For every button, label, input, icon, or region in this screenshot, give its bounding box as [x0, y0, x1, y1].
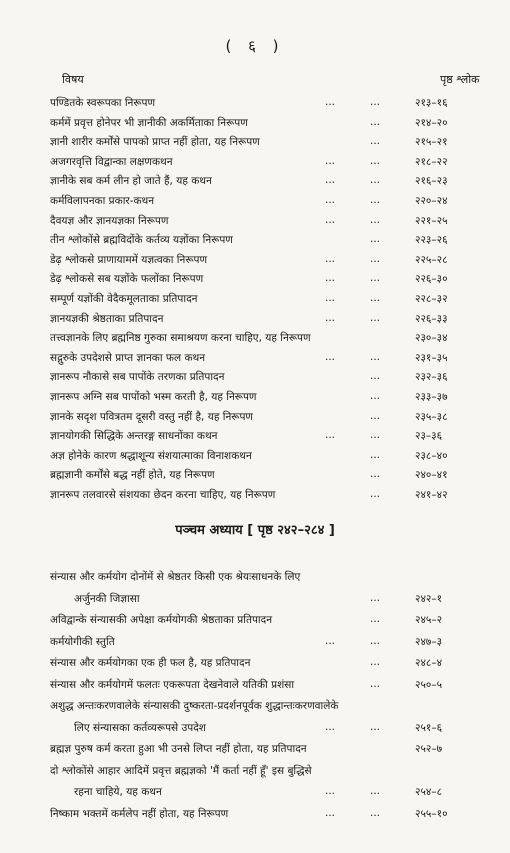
toc-row-number: २३०–३४ [415, 332, 448, 345]
toc-row-text: ज्ञानरूप तलवारसे संशयका छेदन करना चाहिए, यह निरूपण [50, 489, 276, 501]
toc-row [0, 410, 510, 428]
toc-row-number: २१६–२३ [415, 175, 448, 188]
toc-row-dots: ... [324, 213, 335, 226]
toc-row-dots: ... [369, 135, 380, 148]
toc-row-text: अज्ञ होनेके कारण श्रद्धाशून्य संशयात्माका विनाशकथन [50, 449, 252, 462]
toc-row-text: अर्जुनकी जिज्ञासा [74, 592, 140, 605]
toc-row [0, 449, 510, 467]
toc-row-text: डेढ़ श्लोकसे सब यज्ञोंके फलोंका निरूपण [50, 273, 204, 286]
toc-row-number: २५४–८ [415, 786, 443, 798]
toc-row [0, 635, 510, 653]
toc-row-number: २३८–४० [415, 449, 448, 462]
toc-row-text: ज्ञानरूप नौकासे सब पापोंके तरणका प्रतिपादन [50, 371, 225, 384]
toc-row-number: २२८–३२ [415, 293, 448, 305]
toc-row [0, 570, 510, 588]
toc-row-dots: ... [324, 429, 335, 442]
toc-row-number: २३१–३५ [415, 351, 448, 364]
toc-row-dots: ... [324, 252, 335, 265]
toc-row-text: डेढ़ श्लोकसे प्राणायाममें यज्ञत्वका निरूपण [50, 253, 208, 266]
toc-row-text: ज्ञानयज्ञकी श्रेष्ठताका प्रतिपादन [50, 312, 164, 325]
toc-row [0, 488, 510, 506]
toc-row [0, 292, 510, 310]
toc-row-number: २४७–३ [415, 635, 443, 648]
toc-row [0, 331, 510, 349]
toc-row-dots: ... [324, 174, 335, 187]
toc-row-dots: ... [324, 96, 335, 108]
toc-row-number: २३३–३७ [415, 391, 448, 403]
toc-row [0, 312, 510, 330]
toc-row-dots: ... [369, 656, 380, 668]
toc-row-text: तत्त्वज्ञानके लिए ब्रह्मनिष्ठ गुरुका समाश्रयण करना चाहिए, यह निरूपण [50, 332, 311, 345]
toc-row-number: २५०–५ [415, 678, 443, 691]
page-number: ( ६ ) [225, 37, 285, 55]
toc-row-dots: ... [369, 174, 380, 187]
toc-row [0, 721, 510, 739]
toc-row-number: २२१–२५ [415, 214, 448, 227]
toc-row [0, 764, 510, 782]
toc-row-dots: ... [369, 488, 380, 500]
toc-row-dots: ... [369, 194, 380, 206]
toc-row [0, 699, 510, 717]
toc-row-dots: ... [324, 292, 335, 304]
toc-row-text: कर्ममें प्रवृत्त होनेपर भी ज्ञानीकी अकर्मिताका निरूपण [50, 116, 248, 129]
toc-row [0, 135, 510, 153]
toc-row-dots: ... [369, 677, 380, 690]
toc-row-dots: ... [369, 370, 380, 383]
toc-row-number: २४१–४२ [415, 489, 448, 501]
verse-header: पृष्ठ श्लोक [440, 73, 480, 86]
toc-row-dots: ... [369, 613, 380, 625]
toc-row-number: २४८–४ [415, 657, 443, 669]
section-title: पञ्चम अध्याय [ पृष्ठ २४२–२८४ ] [175, 523, 335, 538]
toc-row-text: ज्ञानयोगकी सिद्धिके अन्तरङ्ग साधनोंका कथन [50, 430, 218, 443]
toc-row [0, 390, 510, 408]
toc-row-text: अजगरवृत्ति विद्वान्का लक्षणकथन [50, 155, 173, 168]
toc-row-dots: ... [324, 272, 335, 285]
toc-row-number: २४०–४१ [415, 469, 448, 482]
toc-row-text: संन्यास और कर्मयोगमें फलतः एकरूपता देखनेवाले यतिकी प्रशंसा [50, 678, 295, 691]
toc-row [0, 613, 510, 631]
toc-row-dots: ... [324, 806, 335, 819]
toc-row-dots: ... [324, 194, 335, 206]
toc-row-text: लिए संन्यासका कर्तव्यरूपसे उपदेश [74, 721, 206, 734]
toc-row-number: २१४–२० [415, 116, 448, 129]
toc-row-dots: ... [369, 591, 380, 604]
toc-row-dots: ... [369, 272, 380, 285]
toc-row-dots: ... [324, 154, 335, 167]
toc-row-number: २१८–२२ [415, 155, 448, 168]
toc-row-dots: ... [369, 806, 380, 819]
toc-row-text: ब्रह्मज्ञ पुरुष कर्म करता हुआ भी उनसे लिप्त नहीं होता, यह प्रतिपादन [50, 743, 307, 755]
toc-row-number: २४२–१ [415, 592, 443, 605]
toc-row [0, 214, 510, 232]
toc-row-number: २३–३६ [415, 430, 443, 443]
toc-row-dots: ... [369, 154, 380, 167]
toc-row [0, 253, 510, 271]
toc-row [0, 742, 510, 760]
toc-row-dots: ... [369, 350, 380, 363]
toc-row-text: रहना चाहिये, यह कथन [74, 786, 162, 798]
toc-row [0, 351, 510, 369]
toc-row [0, 96, 510, 114]
subject-header: विषय [62, 73, 84, 86]
toc-row-dots: ... [324, 720, 335, 733]
toc-row-number: २३२–३६ [415, 371, 448, 384]
toc-row-number: २५५–१० [415, 807, 448, 820]
toc-row-text: संन्यास और कर्मयोगका एक ही फल है, यह प्रतिपादन [50, 657, 251, 669]
toc-row-text: ज्ञानी शारीर कर्मोंसे पापको प्राप्त नहीं होता, यह निरूपण [50, 136, 260, 149]
toc-row-dots: ... [369, 115, 380, 128]
toc-row-number: २२०–२४ [415, 195, 448, 207]
toc-row [0, 807, 510, 825]
toc-row [0, 592, 510, 610]
toc-row [0, 656, 510, 674]
toc-row-text: ज्ञानके सदृश पवित्रतम दूसरी वस्तु नहीं है, यह निरूपण [50, 410, 253, 423]
toc-row-number: २२३–२६ [415, 234, 448, 247]
toc-row-number: २२५–२८ [415, 253, 448, 266]
toc-row-dots: ... [324, 311, 335, 324]
toc-row-dots: ... [369, 292, 380, 304]
toc-row-dots: ... [369, 409, 380, 422]
toc-row [0, 370, 510, 388]
toc-row-dots: ... [324, 634, 335, 647]
toc-row-number: २१५–२१ [415, 136, 448, 149]
toc-row-dots: ... [369, 634, 380, 647]
toc-row-text: सद्गुरुके उपदेशसे प्राप्त ज्ञानका फल कथन [50, 351, 206, 364]
toc-row-text: तीन श्लोकोंसे ब्रह्मविदोंके कर्तव्य यज्ञोंका निरूपण [50, 234, 233, 247]
toc-row [0, 785, 510, 803]
toc-row [0, 233, 510, 251]
toc-row-text: कर्मविलापनका प्रकार-कथन [50, 195, 155, 207]
toc-row-text: संन्यास और कर्मयोग दोनोंमें से श्रेष्ठतर किसी एक श्रेयःसाधनके लिए [50, 571, 301, 583]
toc-row-dots: ... [369, 213, 380, 226]
toc-row-number: २१३–१६ [415, 97, 448, 109]
toc-row-text: ब्रह्मज्ञानी कर्मोंसे बद्ध नहीं होते, यह निरूपण [50, 469, 215, 482]
toc-row-dots: ... [369, 233, 380, 246]
toc-row-dots: ... [369, 311, 380, 324]
toc-row-number: २३५–३८ [415, 410, 448, 423]
toc-row [0, 272, 510, 290]
toc-row [0, 678, 510, 696]
toc-row-dots: ... [369, 785, 380, 797]
toc-row-number: २२६–३३ [415, 312, 448, 325]
toc-row-text: दो श्लोकोंसे आहार आदिमें प्रवृत्त ब्रह्मज्ञको 'मैं कर्ता नहीं हूँ' इस बुद्धिसे [50, 764, 312, 777]
toc-row-text: सम्पूर्ण यज्ञोंकी वेदैकमूलताका प्रतिपादन [50, 293, 198, 305]
toc-row-text: दैवयज्ञ और ज्ञानयज्ञका निरूपण [50, 214, 169, 227]
toc-row-text: ज्ञानीके सब कर्म लीन हो जाते हैं, यह कथन [50, 175, 212, 188]
toc-row-dots: ... [369, 390, 380, 402]
toc-row-number: २२६–३० [415, 273, 448, 286]
toc-row-number: २५१–६ [415, 721, 443, 734]
toc-row-text: अशुद्ध अन्तःकरणवालेके संन्यासकी दुष्करता-प्रदर्शनपूर्वक शुद्धान्तःकरणवालेके [50, 700, 339, 712]
toc-row [0, 155, 510, 173]
toc-row-dots: ... [369, 720, 380, 733]
toc-row-text: ज्ञानरूप अग्नि सब पापोंको भस्म करती है, यह निरूपण [50, 391, 257, 403]
toc-row [0, 468, 510, 486]
toc-row-text: निष्काम भक्तमें कर्मलेप नहीं होता, यह निरूपण [50, 807, 229, 820]
toc-row [0, 429, 510, 447]
toc-row-text: अविद्वान्के संन्यासकी अपेक्षा कर्मयोगकी श्रेष्ठताका प्रतिपादन [50, 614, 273, 626]
toc-row-dots: ... [324, 350, 335, 363]
toc-row-dots: ... [324, 785, 335, 797]
toc-row [0, 174, 510, 192]
toc-row-text: पण्डितके स्वरूपका निरूपण [50, 97, 156, 109]
toc-row-dots: ... [369, 429, 380, 442]
toc-row-dots: ... [369, 448, 380, 461]
toc-row-number: २५२–७ [415, 743, 443, 755]
toc-row [0, 194, 510, 212]
toc-row-dots: ... [369, 468, 380, 481]
toc-row-number: २४५–२ [415, 614, 443, 626]
toc-row-dots: ... [369, 252, 380, 265]
toc-row-dots: ... [369, 96, 380, 108]
toc-row-text: कर्मयोगीकी स्तुति [50, 635, 115, 648]
toc-row [0, 116, 510, 134]
